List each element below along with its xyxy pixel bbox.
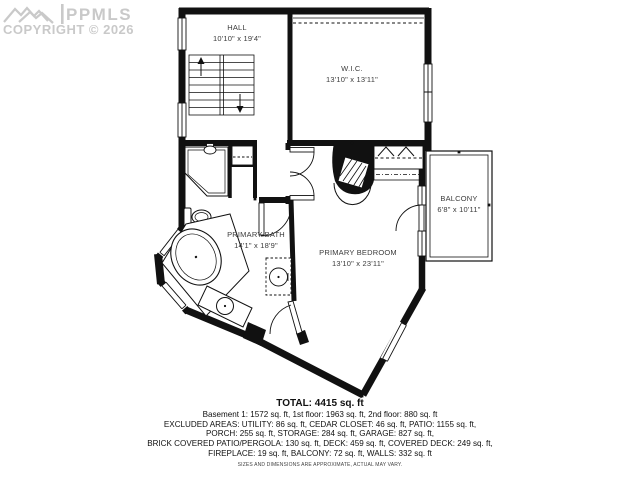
area-summary: [0, 398, 640, 468]
staircase: [189, 55, 254, 115]
fireplace-icon: [332, 143, 374, 205]
summary-line: BRICK COVERED PATIO/PERGOLA: 130 sq. ft, DECK: 459 sq. ft, COVERED DECK: 249 sq. ft,: [147, 439, 493, 449]
room-dims: 13'10" x 13'11": [326, 74, 378, 84]
closet-rod-shelf: [293, 18, 424, 23]
watermark-copyright: COPYRIGHT © 2026: [3, 22, 135, 37]
room-name: W.I.C.: [341, 64, 363, 73]
shower: [185, 147, 228, 196]
room-label-primary-bath: [227, 230, 285, 251]
summary-line: PORCH: 255 sq. ft, STORAGE: 284 sq. ft, GARAGE: 827 sq. ft,: [206, 429, 434, 439]
bath-bedroom-door: [270, 301, 302, 334]
room-label-balcony: [437, 194, 480, 215]
total-area: TOTAL: 4415 sq. ft: [276, 398, 364, 409]
room-dims: 6'8" x 10'11": [437, 204, 481, 214]
disclaimer: SIZES AND DIMENSIONS ARE APPROXIMATE, ACTUAL MAY VARY.: [237, 461, 403, 468]
room-name: PRIMARY BATH: [227, 230, 285, 239]
room-name: BALCONY: [440, 194, 478, 203]
room-name: HALL: [227, 23, 247, 32]
vanity-sink-east: [266, 258, 291, 295]
room-dims: 10'10" x 19'4": [212, 33, 262, 43]
wardrobe: [374, 146, 423, 180]
room-label-primary-bedroom: [319, 248, 397, 269]
watermark-brand: PPMLS: [66, 5, 133, 24]
room-label-wic: [326, 64, 378, 85]
summary-line: EXCLUDED AREAS: UTILITY: 86 sq. ft, CEDAR CLOSET: 46 sq. ft, PATIO: 1155 sq. ft,: [163, 419, 477, 429]
summary-line: FIREPLACE: 19 sq. ft, BALCONY: 72 sq. ft, WALLS: 332 sq. ft: [208, 448, 432, 458]
room-dims: 13'10" x 23'11": [332, 258, 384, 268]
room-name: PRIMARY BEDROOM: [319, 248, 397, 257]
summary-line: Basement 1: 1572 sq. ft, 1st floor: 1963 sq. ft, 2nd floor: 880 sq. ft: [202, 410, 438, 419]
linen-closet: [232, 146, 253, 165]
room-dims: 14'1" x 18'9": [234, 240, 278, 250]
double-door: [290, 148, 314, 201]
room-label-hall: [213, 23, 261, 44]
balcony-door: [396, 205, 424, 231]
